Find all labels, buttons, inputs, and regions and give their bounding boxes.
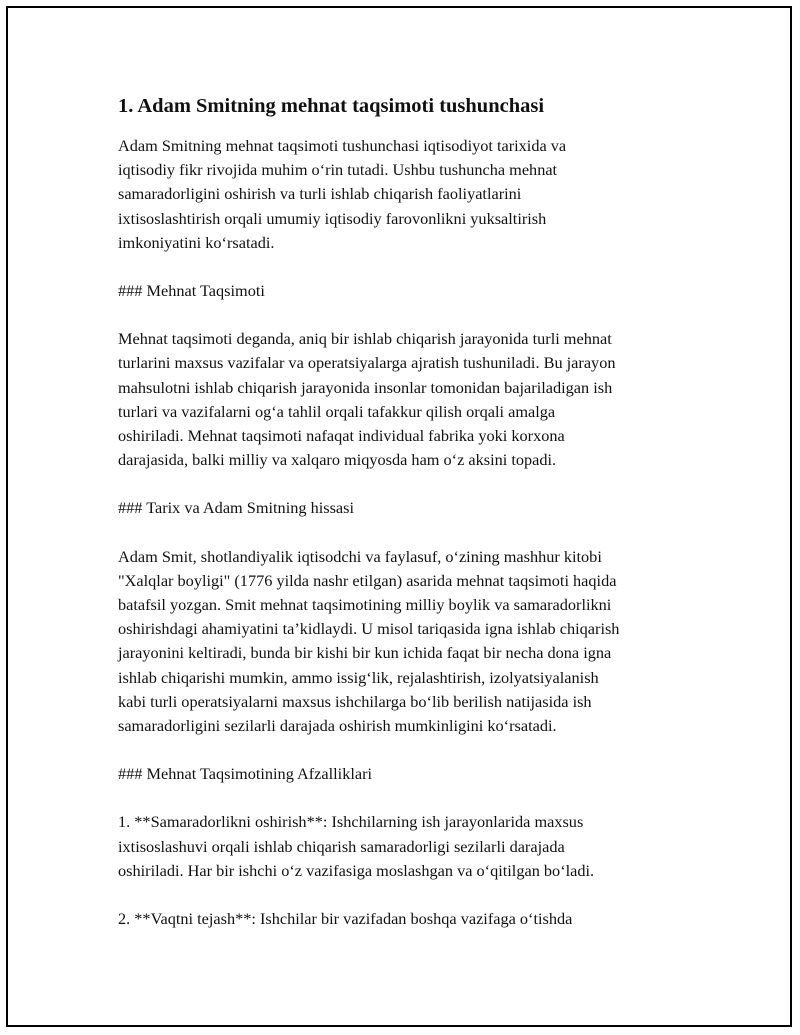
text-line: Adam Smitning mehnat taqsimoti tushunchasi iqtisodiyot tarixida va xyxy=(118,136,567,155)
text-line: samaradorligini sezilarli darajada oshirish mumkinligini ko‘rsatadi. xyxy=(118,716,557,736)
text-line: oshiriladi. Har bir ishchi o‘z vazifasiga moslashgan va o‘qitilgan bo‘ladi. xyxy=(118,860,595,880)
text-line: 1. **Samaradorlikni oshirish**: Ishchilarning ish jarayonlarida maxsus xyxy=(118,812,584,832)
document-title: 1. Adam Smitning mehnat taqsimoti tushunchasi xyxy=(118,95,545,117)
text-line: ishlab chiqarishi mumkin, ammo issig‘lik, rejalashtirish, izolyatsiyalanish xyxy=(118,667,599,687)
paragraph-definition xyxy=(118,327,678,472)
text-line: oshirishdagi ahamiyatini ta’kidlaydi. U misol tariqasida igna ishlab chiqarish xyxy=(118,619,620,639)
text-line: ixtisoslashtirish orqali umumiy iqtisodiy farovonlikni yuksaltirish xyxy=(118,208,547,228)
text-line: darajasida, balki milliy va xalqaro miqyosda ham o‘z aksini topadi. xyxy=(118,450,557,470)
text-line: turlarini maxsus vazifalar va operatsiyalarga ajratish tushuniladi. Bu jarayon xyxy=(118,353,616,373)
text-line: ### Mehnat Taqsimotining Afzalliklari xyxy=(118,764,373,784)
text-line: kabi turli operatsiyalarni maxsus ishchilarga bo‘lib berilish natijasida ish xyxy=(118,691,592,711)
text-line: ### Mehnat Taqsimoti xyxy=(118,281,265,301)
text-line: turlari va vazifalarni og‘a tahlil orqali tafakkur qilish orqali amalga xyxy=(118,401,556,421)
text-line: batafsil yozgan. Smit mehnat taqsimotining milliy boylik va samaradorlikni xyxy=(118,595,612,615)
text-line: imkoniyatini ko‘rsatadi. xyxy=(118,232,275,252)
section-heading-afzalliklari xyxy=(118,762,678,786)
text-line: Mehnat taqsimoti deganda, aniq bir ishlab chiqarish jarayonida turli mehnat xyxy=(118,329,612,349)
text-line: 2. **Vaqtni tejash**: Ishchilar bir vazifadan boshqa vazifaga o‘tishda xyxy=(118,909,573,929)
text-line: ### Tarix va Adam Smitning hissasi xyxy=(118,498,354,518)
section-heading-mehnat-taqsimoti xyxy=(118,279,678,303)
list-item-time-saving xyxy=(118,907,678,931)
text-line: mahsulotni ishlab chiqarish jarayonida insonlar tomonidan bajariladigan ish xyxy=(118,377,613,397)
paragraph-intro xyxy=(118,134,678,255)
text-line: Adam Smit, shotlandiyalik iqtisodchi va faylasuf, o‘zining mashhur kitobi xyxy=(118,546,602,566)
text-line: ixtisoslashuvi orqali ishlab chiqarish samaradorligi sezilarli darajada xyxy=(118,836,565,856)
list-item-efficiency xyxy=(118,810,678,883)
text-line: jarayonini keltiradi, bunda bir kishi bir kun ichida faqat bir necha dona igna xyxy=(118,643,612,663)
section-heading-tarix xyxy=(118,496,678,520)
document-body xyxy=(118,92,678,955)
text-line: "Xalqlar boyligi" (1776 yilda nashr etilgan) asarida mehnat taqsimoti haqida xyxy=(118,570,617,590)
text-line: oshiriladi. Mehnat taqsimoti nafaqat individual fabrika yoki korxona xyxy=(118,426,565,446)
text-line: samaradorligini oshirish va turli ishlab chiqarish faoliyatlarini xyxy=(118,184,522,204)
paragraph-history xyxy=(118,545,678,739)
text-line: iqtisodiy fikr rivojida muhim o‘rin tutadi. Ushbu tushuncha mehnat xyxy=(118,160,558,180)
